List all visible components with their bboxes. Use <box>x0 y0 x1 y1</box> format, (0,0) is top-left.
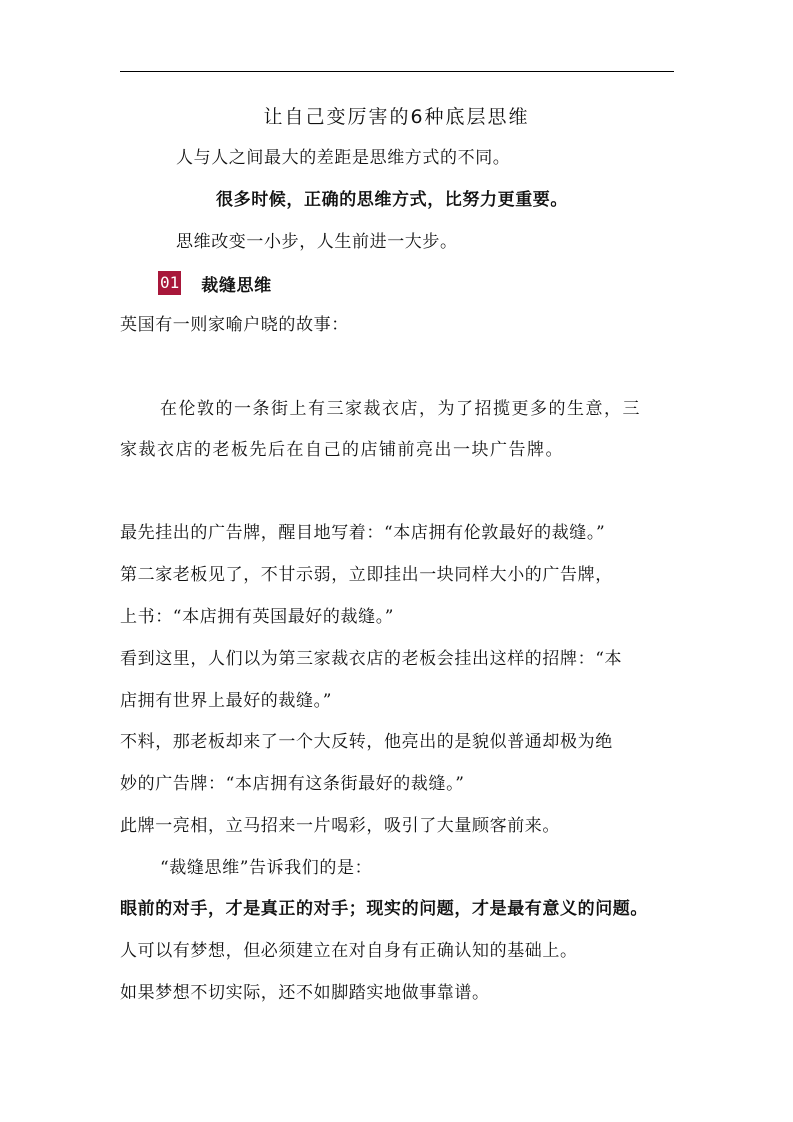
paragraph-10: 人可以有梦想，但必须建立在对自身有正确认知的基础上。 <box>120 941 578 961</box>
header-rule <box>120 71 674 72</box>
document-title: 让自己变厉害的6种底层思维 <box>263 106 530 128</box>
section-heading <box>158 271 272 295</box>
paragraph-4-line-2: 上书：“本店拥有英国最好的裁缝。” <box>120 607 395 627</box>
paragraph-5-line-1: 看到这里，人们以为第三家裁衣店的老板会挂出这样的招牌：“本 <box>120 649 623 669</box>
paragraph-6-line-1: 不料，那老板却来了一个大反转，他亮出的是貌似普通却极为绝 <box>120 732 613 752</box>
intro-line-3: 思维改变一小步，人生前进一大步。 <box>176 232 458 252</box>
intro-line-2-bold: 很多时候，正确的思维方式，比努力更重要。 <box>216 190 568 210</box>
section-title: 裁缝思维 <box>201 275 272 296</box>
paragraph-8: “裁缝思维”告诉我们的是： <box>160 858 373 878</box>
paragraph-4-line-1: 第二家老板见了，不甘示弱，立即挂出一块同样大小的广告牌， <box>120 565 613 585</box>
paragraph-7: 此牌一亮相，立马招来一片喝彩，吸引了大量顾客前来。 <box>120 816 560 836</box>
paragraph-6-line-2: 妙的广告牌：“本店拥有这条街最好的裁缝。” <box>120 774 465 794</box>
paragraph-2-line-1: 在伦敦的一条街上有三家裁衣店，为了招揽更多的生意，三 <box>160 399 641 419</box>
paragraph-3: 最先挂出的广告牌，醒目地写着：“本店拥有伦敦最好的裁缝。” <box>120 523 606 543</box>
paragraph-1: 英国有一则家喻户晓的故事： <box>120 315 349 335</box>
intro-line-1: 人与人之间最大的差距是思维方式的不同。 <box>176 148 511 168</box>
paragraph-11: 如果梦想不切实际，还不如脚踏实地做事靠谱。 <box>120 983 490 1003</box>
section-number-badge: 01 <box>158 271 181 295</box>
paragraph-9-bold: 眼前的对手，才是真正的对手；现实的问题，才是最有意义的问题。 <box>120 899 648 919</box>
paragraph-5-line-2: 店拥有世界上最好的裁缝。” <box>120 691 332 711</box>
paragraph-2-line-2: 家裁衣店的老板先后在自己的店铺前亮出一块广告牌。 <box>120 440 564 460</box>
